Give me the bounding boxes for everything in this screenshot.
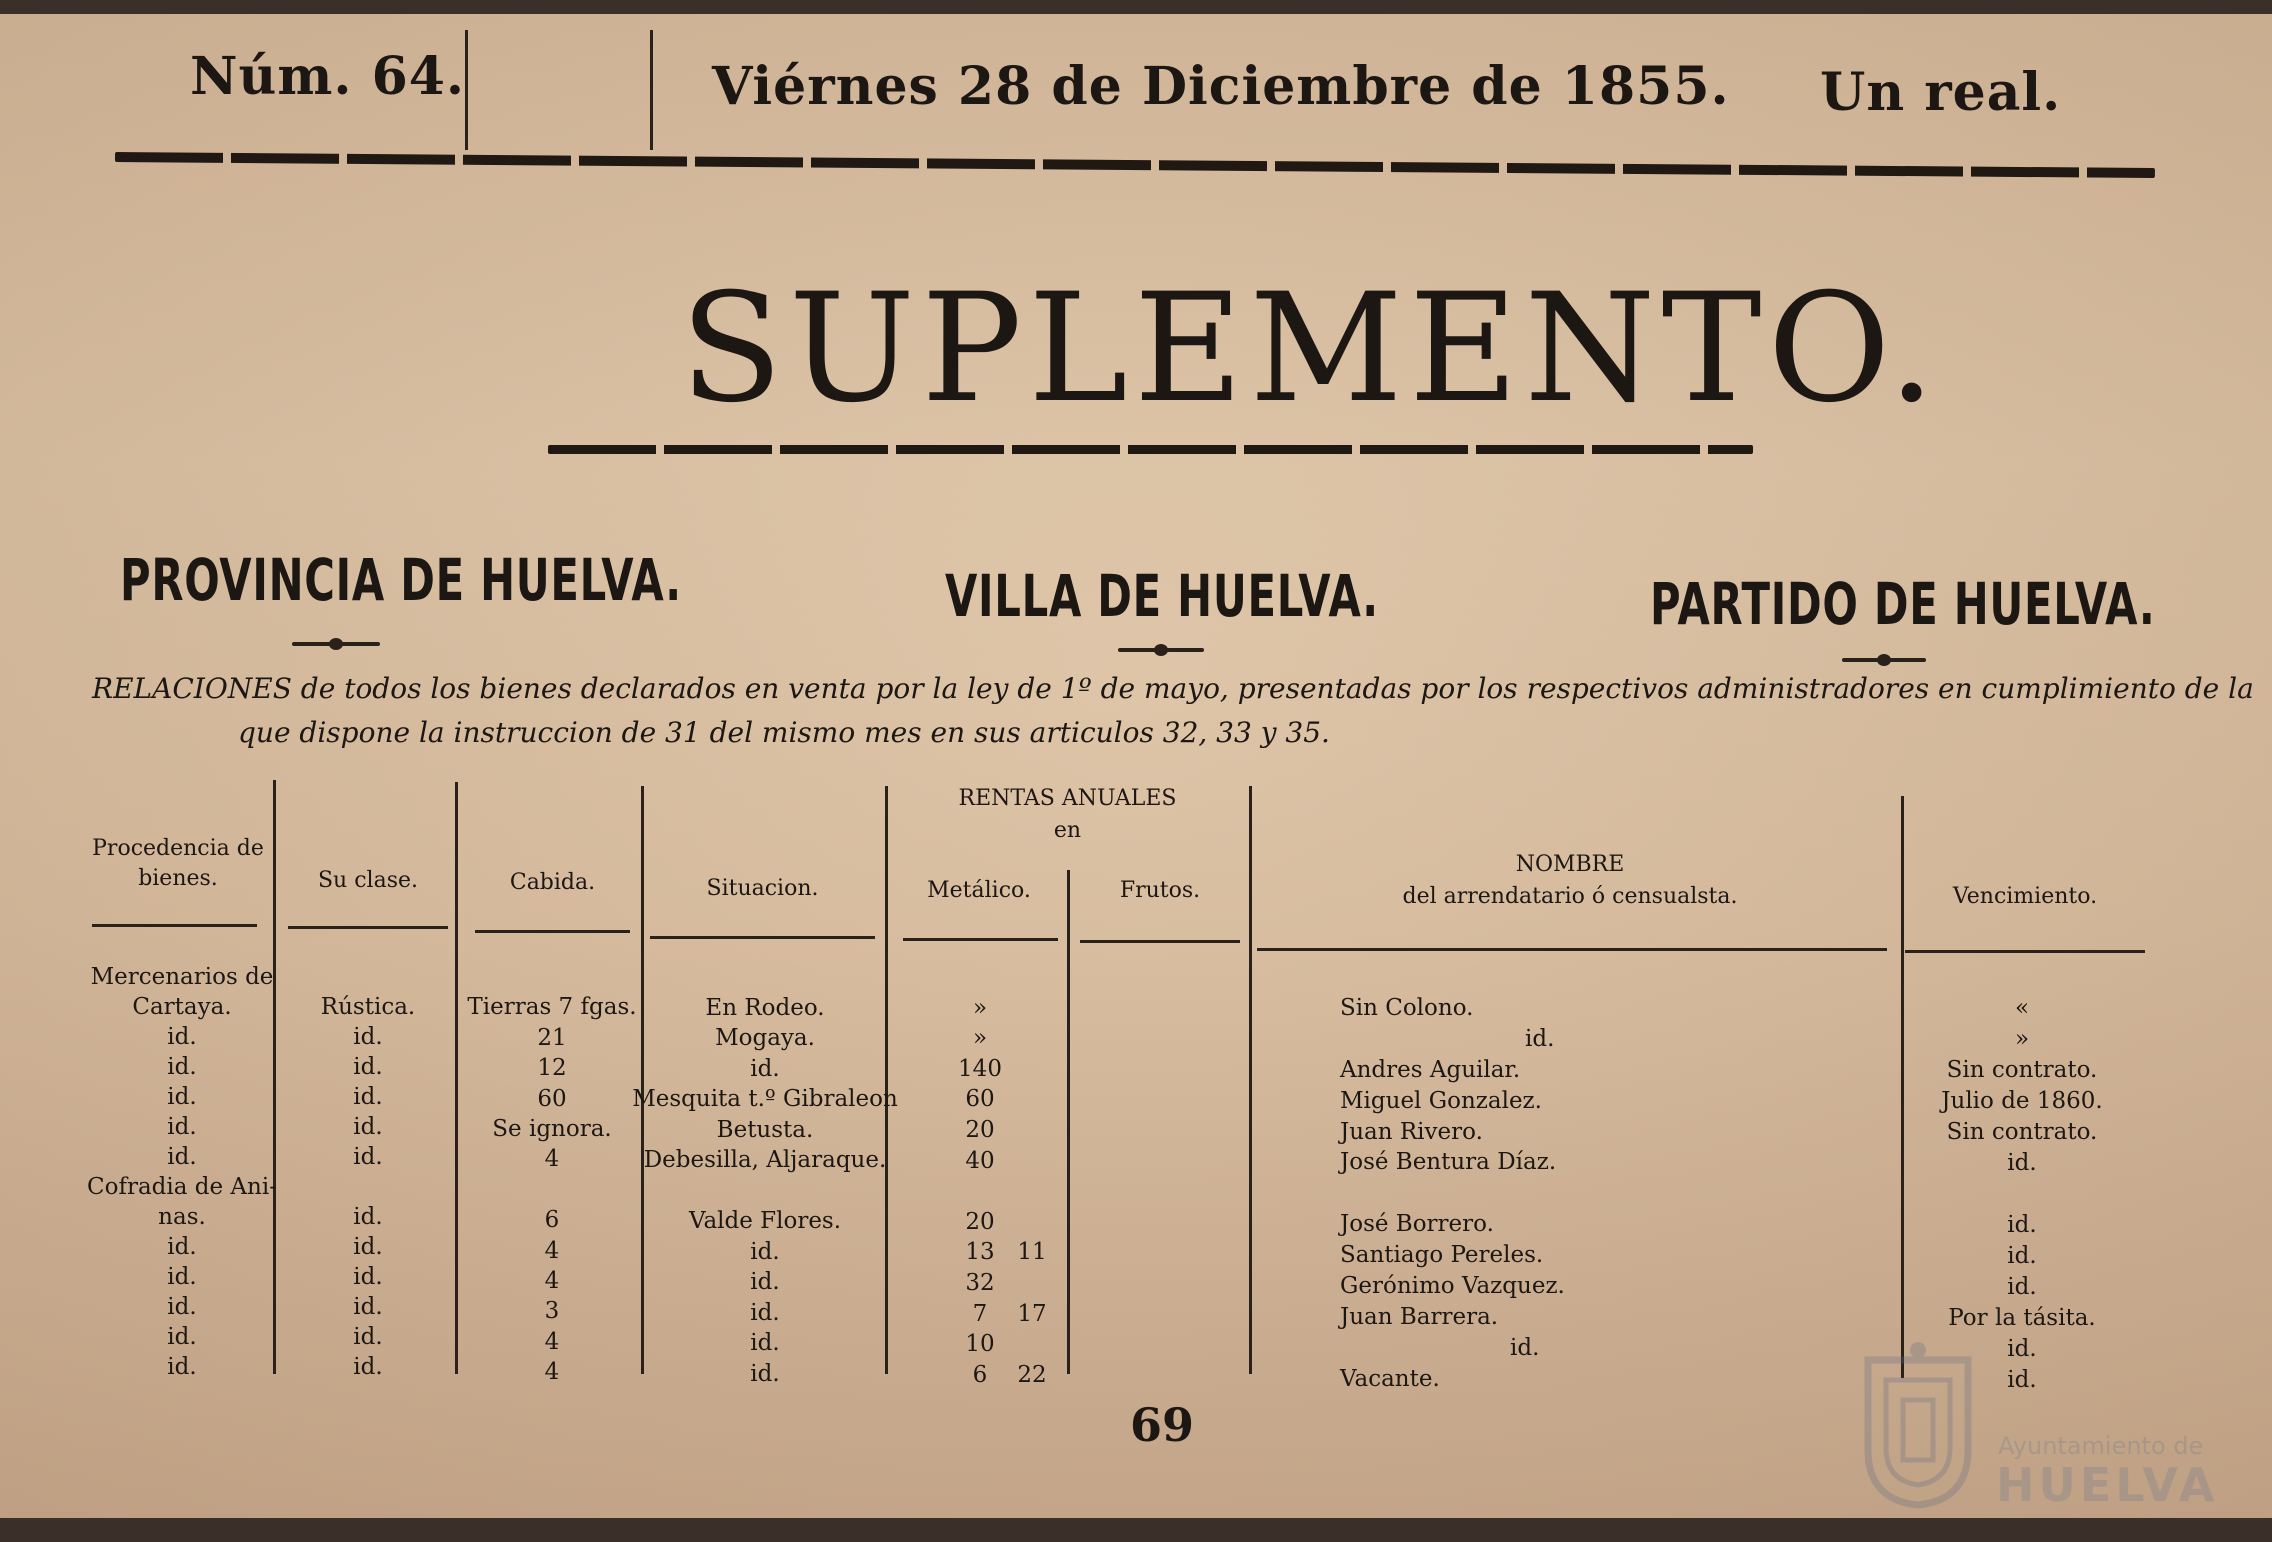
- cell-vencimiento-11: id.: [2007, 1367, 2037, 1393]
- cell-clase-8: id.: [353, 1264, 383, 1290]
- cell-clase-6: id.: [353, 1204, 383, 1230]
- header-frutos: Frutos.: [1119, 878, 1201, 903]
- table-rule-3: [641, 786, 644, 1374]
- cell-metalico-4: 20: [965, 1117, 995, 1143]
- header-cabida: Cabida.: [509, 870, 596, 895]
- cell-procedencia-0: Mercenarios de: [90, 964, 274, 990]
- cell-nombre-10: id.: [1510, 1335, 1540, 1361]
- watermark-line-1: Ayuntamiento de: [1998, 1432, 2204, 1460]
- cell-cabida-9: 3: [544, 1298, 560, 1324]
- cell-metalico-1: »: [972, 1025, 988, 1051]
- cell-situacion-11: id.: [750, 1361, 780, 1387]
- cell-cabida-1: 21: [537, 1025, 567, 1051]
- header-underline-cabida: [475, 930, 630, 933]
- cell-clase-11: id.: [353, 1354, 383, 1380]
- cell-procedencia-1: Cartaya.: [132, 994, 232, 1020]
- cell-metalico-11: 6: [972, 1362, 988, 1388]
- cell-clase-7: id.: [353, 1234, 383, 1260]
- cell-nombre-2: Andres Aguilar.: [1340, 1057, 1521, 1083]
- cell-situacion-1: Mogaya.: [715, 1025, 815, 1051]
- intro-line-2: que dispone la instruccion de 31 del mismo mes en sus articulos 32, 33 y 35.: [238, 716, 1330, 749]
- cell-nombre-4: Juan Rivero.: [1340, 1119, 1483, 1145]
- table-rule-1: [273, 780, 276, 1374]
- cell-procedencia-10: id.: [167, 1264, 197, 1290]
- cell-vencimiento-10: id.: [2007, 1336, 2037, 1362]
- cell-situacion-2: id.: [750, 1056, 780, 1082]
- city-seal-watermark: [1858, 1340, 2272, 1510]
- cell-clase-9: id.: [353, 1294, 383, 1320]
- cell-procedencia-7: Cofradia de Ani-: [87, 1174, 277, 1200]
- shield-icon: [1858, 1340, 1978, 1510]
- cell-situacion-6: Valde Flores.: [688, 1208, 842, 1234]
- cell-metalico-3: 60: [965, 1086, 995, 1112]
- cell-situacion-4: Betusta.: [716, 1117, 814, 1143]
- cell-situacion-9: id.: [750, 1300, 780, 1326]
- cell-metalico-2: 140: [958, 1056, 1002, 1082]
- table-rule-4: [885, 786, 888, 1374]
- header-rentas: RENTAS ANUALES: [958, 786, 1177, 811]
- cell-metalico-0: »: [972, 995, 988, 1021]
- cell-procedencia-9: id.: [167, 1234, 197, 1260]
- cell-vencimiento-7: id.: [2007, 1243, 2037, 1269]
- cell-cabida-4: Se ignora.: [492, 1116, 612, 1142]
- cell-cabida-7: 4: [544, 1238, 560, 1264]
- cell-procedencia-11: id.: [167, 1294, 197, 1320]
- title-rule: [548, 445, 1753, 454]
- cell-metalico-10: 10: [965, 1331, 995, 1357]
- cell-situacion-3: Mesquita t.º Gibraleon: [632, 1086, 898, 1112]
- masthead-divider-right: [650, 30, 653, 150]
- cell-clase-3: id.: [353, 1084, 383, 1110]
- cell-cabida-2: 12: [537, 1055, 567, 1081]
- cell-vencimiento-9: Por la tásita.: [1948, 1305, 2096, 1331]
- cell-nombre-11: Vacante.: [1340, 1366, 1440, 1392]
- cell-situacion-10: id.: [750, 1330, 780, 1356]
- header-underline-situacion: [650, 936, 875, 939]
- cell-procedencia-5: id.: [167, 1114, 197, 1140]
- cell-metalico-6: 20: [965, 1209, 995, 1235]
- cell-clase-1: id.: [353, 1024, 383, 1050]
- cell-procedencia-6: id.: [167, 1144, 197, 1170]
- cell-nombre-8: Gerónimo Vazquez.: [1340, 1273, 1565, 1299]
- cell-vencimiento-3: Julio de 1860.: [1941, 1088, 2103, 1114]
- heading-provincia: PROVINCIA DE HUELVA.: [120, 546, 682, 614]
- cell-cabida-6: 6: [544, 1207, 560, 1233]
- cell-nombre-9: Juan Barrera.: [1340, 1304, 1499, 1330]
- cell-metalico-cents-2: 22: [1017, 1362, 1047, 1388]
- cell-cabida-11: 4: [544, 1359, 560, 1385]
- header-underline-clase: [288, 926, 448, 929]
- cell-clase-4: id.: [353, 1114, 383, 1140]
- header-underline-metalico: [903, 938, 1058, 941]
- cell-cabida-10: 4: [544, 1329, 560, 1355]
- cell-clase-0: Rústica.: [320, 994, 416, 1020]
- header-nombre-sub: del arrendatario ó censualsta.: [1402, 884, 1738, 909]
- cell-vencimiento-8: id.: [2007, 1274, 2037, 1300]
- cell-metalico-8: 32: [965, 1270, 995, 1296]
- cell-procedencia-13: id.: [167, 1354, 197, 1380]
- cell-clase-10: id.: [353, 1324, 383, 1350]
- page-title: SUPLEMENTO.: [680, 262, 1942, 436]
- cell-cabida-3: 60: [537, 1086, 567, 1112]
- cell-procedencia-2: id.: [167, 1024, 197, 1050]
- cell-clase-2: id.: [353, 1054, 383, 1080]
- cell-nombre-3: Miguel Gonzalez.: [1340, 1088, 1542, 1114]
- cell-nombre-7: Santiago Pereles.: [1340, 1242, 1544, 1268]
- header-underline-frutos: [1080, 940, 1240, 943]
- cell-procedencia-8: nas.: [158, 1204, 206, 1230]
- intro-line-1: RELACIONES de todos los bienes declarados en venta por la ley de 1º de mayo, presentadas por los respectivos administradores en cumplimiento de la: [92, 672, 2254, 705]
- heading-villa: VILLA DE HUELVA.: [945, 562, 1379, 630]
- cell-situacion-5: Debesilla, Aljaraque.: [643, 1147, 887, 1173]
- cell-clase-5: id.: [353, 1144, 383, 1170]
- issue-price: Un real.: [1820, 62, 2062, 123]
- scan-edge-bottom: [0, 1518, 2272, 1542]
- cell-vencimiento-6: id.: [2007, 1212, 2037, 1238]
- header-vencimiento: Vencimiento.: [1952, 884, 2098, 909]
- table-rule-7: [1901, 796, 1904, 1378]
- cell-procedencia-12: id.: [167, 1324, 197, 1350]
- cell-situacion-7: id.: [750, 1239, 780, 1265]
- heading-ornament-left: [292, 642, 380, 646]
- header-underline-nombre: [1257, 948, 1887, 951]
- cell-vencimiento-5: id.: [2007, 1150, 2037, 1176]
- cell-situacion-0: En Rodeo.: [705, 995, 825, 1021]
- cell-metalico-7: 13: [965, 1239, 995, 1265]
- cell-vencimiento-0: «: [2014, 995, 2030, 1021]
- heading-partido: PARTIDO DE HUELVA.: [1650, 570, 2156, 638]
- cell-vencimiento-1: »: [2014, 1026, 2030, 1052]
- cell-procedencia-3: id.: [167, 1054, 197, 1080]
- table-rule-5: [1067, 870, 1070, 1374]
- cell-nombre-0: Sin Colono.: [1340, 995, 1474, 1021]
- cell-nombre-6: José Borrero.: [1340, 1211, 1494, 1237]
- masthead-rule: [115, 152, 2155, 178]
- table-rule-2: [455, 782, 458, 1374]
- cell-metalico-cents-0: 11: [1017, 1239, 1047, 1265]
- heading-ornament-right: [1842, 658, 1926, 662]
- header-rentas-en: en: [1053, 818, 1082, 843]
- cell-nombre-5: José Bentura Díaz.: [1340, 1149, 1557, 1175]
- header-underline-procedencia: [92, 924, 257, 927]
- header-situacion: Situacion.: [706, 876, 819, 901]
- header-nombre: NOMBRE: [1515, 852, 1625, 877]
- cell-metalico-9: 7: [972, 1301, 988, 1327]
- cell-metalico-cents-1: 17: [1017, 1301, 1047, 1327]
- watermark-line-2: HUELVA: [1996, 1458, 2219, 1512]
- table-rule-6: [1249, 786, 1252, 1374]
- issue-number: Núm. 64.: [190, 46, 466, 107]
- cell-vencimiento-4: Sin contrato.: [1946, 1119, 2098, 1145]
- heading-ornament-center: [1118, 648, 1204, 652]
- cell-cabida-5: 4: [544, 1146, 560, 1172]
- header-procedencia: Procedencia de bienes.: [92, 836, 264, 891]
- cell-nombre-1: id.: [1525, 1026, 1555, 1052]
- issue-date: Viérnes 28 de Diciembre de 1855.: [712, 56, 1730, 117]
- header-clase: Su clase.: [317, 868, 418, 893]
- page-number: 69: [1130, 1398, 1195, 1452]
- cell-cabida-8: 4: [544, 1268, 560, 1294]
- scan-edge-top: [0, 0, 2272, 14]
- header-underline-vencimiento: [1905, 950, 2145, 953]
- masthead-divider-left: [465, 30, 468, 150]
- cell-procedencia-4: id.: [167, 1084, 197, 1110]
- cell-situacion-8: id.: [750, 1269, 780, 1295]
- header-metalico: Metálico.: [927, 878, 1031, 903]
- cell-cabida-0: Tierras 7 fgas.: [467, 994, 637, 1020]
- cell-vencimiento-2: Sin contrato.: [1946, 1057, 2098, 1083]
- cell-metalico-5: 40: [965, 1148, 995, 1174]
